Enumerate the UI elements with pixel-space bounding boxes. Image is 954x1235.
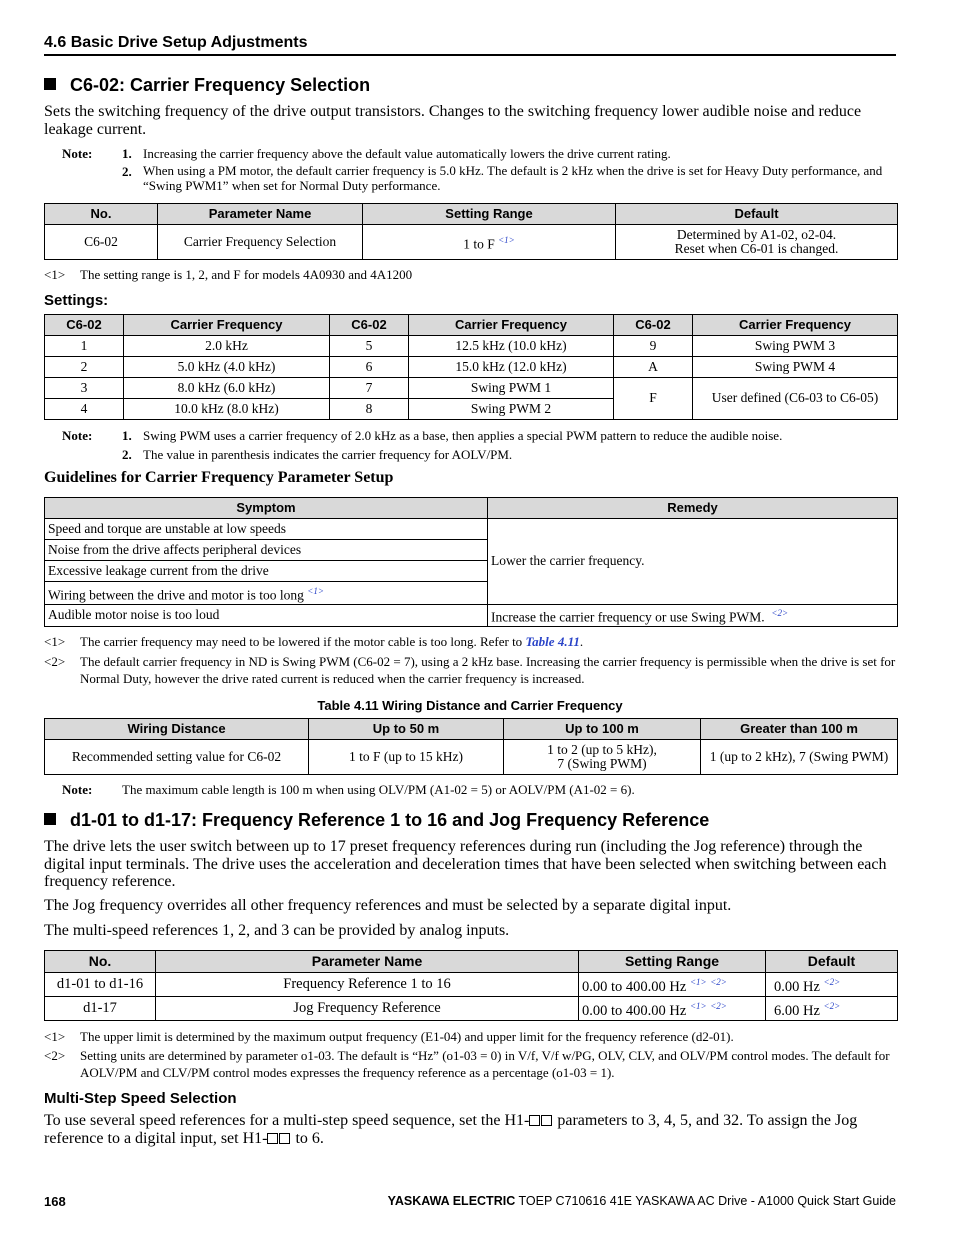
footnote-text-post: . [579,634,584,649]
footnote-ref[interactable]: <1> [307,585,324,596]
table-reference-link[interactable]: Table 4.11 [525,634,580,649]
footnote-key: <1> [44,1029,66,1044]
d1-param-table [44,950,898,1021]
footnote-key: <2> [44,654,66,669]
cell-50: 1 to F (up to 15 kHz) [309,740,504,775]
table-cell: 5 [330,336,409,357]
table-cell: User defined (C6-03 to C6-05) [693,378,898,420]
table-cell: Swing PWM 4 [693,357,898,378]
table-cell: A [614,357,693,378]
settings-col-code: C6-02 [614,315,693,336]
footnote-key: <1> [44,634,66,649]
note-num-2: 2. [122,164,132,179]
table-row [45,336,898,357]
table-cell: 4 [45,399,124,420]
footnote-text-pre: The carrier frequency may need to be lowered if the motor cable is too long. Refer to [80,634,526,649]
ms-text-1: To use several speed references for a multi-step speed sequence, set the H1- [44,1112,530,1129]
table-cell: 15.0 kHz (12.0 kHz) [409,357,614,378]
settings-col-code: C6-02 [45,315,124,336]
footnote-ref[interactable]: <1> [498,234,515,245]
footnote-ref[interactable]: <2> [823,976,841,987]
settings-note-1: Swing PWM uses a carrier frequency of 2.0 kHz as a base, then applies a special PWM pattern to reduce the audible noise. [143,428,783,443]
header-rule [44,54,896,56]
col-parameter-name: Parameter Name [158,204,363,225]
symptom-cell [45,582,488,605]
multistep-paragraph [44,1112,900,1147]
table-cell: 7 [330,378,409,399]
col-wiring-distance: Wiring Distance [45,719,309,740]
footnote-key: <2> [44,1048,66,1063]
range-text: 0.00 to 400.00 Hz [582,978,687,995]
footnote-ref[interactable]: <2> [710,976,727,987]
remedy-cell [488,605,898,627]
default-line-2: Reset when C6-01 is changed. [674,241,839,256]
default-line-1: Determined by A1-02, o2-04. [676,227,837,242]
cell-default [616,225,898,260]
col-no: No. [45,204,158,225]
settings-col-code: C6-02 [330,315,409,336]
col-default: Default [616,204,898,225]
footnote-ref[interactable]: <1> [689,1000,707,1011]
col-no: No. [45,951,156,973]
c602-title: C6-02: Carrier Frequency Selection [70,75,371,95]
symptom-cell: Audible motor noise is too loud [45,605,488,627]
wiring-note: The maximum cable length is 100 m when using OLV/PM (A1-02 = 5) or AOLV/PM (A1-02 = 6). [122,782,635,797]
range-text: 1 to F [463,236,495,251]
cell-gt100: 1 (up to 2 kHz), 7 (Swing PWM) [701,740,898,775]
cell-name: Carrier Frequency Selection [158,225,363,260]
symptom-cell: Noise from the drive affects peripheral devices [45,540,488,561]
footer-brand: YASKAWA ELECTRIC [387,1194,516,1208]
settings-note-2: The value in parenthesis indicates the carrier frequency for AOLV/PM. [143,447,513,462]
cell-no: d1-17 [45,997,156,1021]
guide-footnote-2 [44,653,900,687]
table-cell: 8 [330,399,409,420]
table-cell: 5.0 kHz (4.0 kHz) [124,357,330,378]
col-up-to-50: Up to 50 m [309,719,504,740]
range-text: 0.00 to 400.00 Hz [582,1002,687,1019]
remedy-cell: Lower the carrier frequency. [488,519,898,605]
table-cell: 2 [45,357,124,378]
symptom-cell: Excessive leakage current from the drive [45,561,488,582]
d1-title: d1-01 to d1-17: Frequency Reference 1 to 16 and Jog Frequency Reference [70,810,710,830]
col-setting-range: Setting Range [579,951,766,973]
col-default: Default [766,951,898,973]
placeholder-box-icon [279,1133,290,1144]
c602-intro: Sets the switching frequency of the drive output transistors. Changes to the switching frequency lower audible noise and reduce leakage current. [44,103,862,138]
table-cell: Swing PWM 2 [409,399,614,420]
c602-heading [44,75,370,96]
c602-param-table [44,203,898,260]
cell-default [766,997,898,1021]
note-label: Note: [62,782,93,797]
placeholder-box-icon [267,1133,278,1144]
table-cell: 9 [614,336,693,357]
footnote-text: The upper limit is determined by the maximum output frequency (E1-04) and upper limit for the frequency reference (d2-01). [80,1029,734,1044]
table-cell: 1 [45,336,124,357]
table-cell: F [614,378,693,420]
d1-paragraph-1: The drive lets the user switch between up to 17 preset frequency references during run (including the Jog reference) through the digital input terminals. The drive uses the acceleration and deceleration times that have been selected when switching between each frequency reference. [44,838,887,890]
footer-doc-title: TOEP C710616 41E YASKAWA AC Drive - A1000 Quick Start Guide [515,1194,896,1208]
placeholder-box-icon [529,1115,540,1126]
c602-footnote [44,266,900,283]
default-text: 0.00 Hz [774,978,820,995]
table-row [45,378,898,399]
footnote-ref[interactable]: <2> [823,1000,841,1011]
table-cell: 6 [330,357,409,378]
footnote-text: The default carrier frequency in ND is Swing PWM (C6-02 = 7), using a 2 kHz base. Increasing the carrier frequency is permissible when the drive is set for Normal Duty, however the drive rated current is reduced when the carrier frequency is increased. [80,654,896,686]
note-text-1: Increasing the carrier frequency above the default value automatically lowers the drive current rating. [143,146,671,161]
d1-footnote-1 [44,1028,900,1045]
remedy-text: Increase the carrier frequency or use Swing PWM. [491,609,765,625]
bullet-square-icon [44,813,56,825]
row-label: Recommended setting value for C6-02 [45,740,309,775]
col-parameter-name: Parameter Name [156,951,579,973]
settings-title: Settings: [44,292,109,309]
table-row [45,973,898,997]
table-row [45,997,898,1021]
d1-paragraph-2: The Jog frequency overrides all other frequency references and must be selected by a separate digital input. [44,897,732,914]
cell-range [579,997,766,1021]
ms-text-2: parameters to 3, 4, 5, and 32. To assign the Jog reference to a digital input, set H1- [44,1112,858,1147]
ms-text-3: to 6. [291,1129,324,1147]
cell-range [363,225,616,260]
bullet-square-icon [44,78,56,90]
col-remedy: Remedy [488,498,898,519]
section-header: 4.6 Basic Drive Setup Adjustments [44,34,308,51]
note-label: Note: [62,146,93,161]
note-num-1: 1. [122,428,132,443]
cell-no: d1-01 to d1-16 [45,973,156,997]
footnote-ref[interactable]: <1> [689,976,707,987]
page-number: 168 [44,1194,66,1209]
settings-col-freq: Carrier Frequency [409,315,614,336]
cell-100 [504,740,701,775]
multistep-title: Multi-Step Speed Selection [44,1090,237,1107]
note-num-1: 1. [122,146,132,161]
col-symptom: Symptom [45,498,488,519]
table-cell: 8.0 kHz (6.0 kHz) [124,378,330,399]
note-text-2: When using a PM motor, the default carrier frequency is 5.0 kHz. The default is 2 kHz when the drive is set for Heavy Duty performance, and “Swing PWM1” when set for Normal Duty performance. [143,163,883,193]
note-num-2: 2. [122,447,132,462]
cell-name: Jog Frequency Reference [156,997,579,1021]
footnote-text: The setting range is 1, 2, and F for models 4A0930 and 4A1200 [80,267,413,282]
wiring-table [44,718,898,775]
cell-default [766,973,898,997]
col-up-to-100: Up to 100 m [504,719,701,740]
settings-table [44,314,898,420]
settings-col-freq: Carrier Frequency [693,315,898,336]
d1-paragraph-3: The multi-speed references 1, 2, and 3 can be provided by analog inputs. [44,922,510,939]
table-row [45,357,898,378]
footnote-text [80,633,898,650]
settings-col-freq: Carrier Frequency [124,315,330,336]
guide-footnote-1 [44,633,900,650]
footer-doc [388,1194,896,1208]
table-cell: Swing PWM 3 [693,336,898,357]
table-cell: 3 [45,378,124,399]
table-cell: 10.0 kHz (8.0 kHz) [124,399,330,420]
table-cell: Swing PWM 1 [409,378,614,399]
col-greater-100: Greater than 100 m [701,719,898,740]
placeholder-box-icon [541,1115,552,1126]
cell-line-1: 1 to 2 (up to 5 kHz), [547,742,657,757]
table-caption: Table 4.11 Wiring Distance and Carrier Frequency [317,698,623,713]
table-cell: 12.5 kHz (10.0 kHz) [409,336,614,357]
symptom-text: Wiring between the drive and motor is too long [48,587,304,602]
guidelines-title: Guidelines for Carrier Frequency Parameter Setup [44,469,394,486]
footnote-ref[interactable]: <2> [771,608,789,618]
guidelines-table [44,497,898,627]
d1-heading [44,810,709,831]
footnote-key: <1> [44,267,66,282]
note-label: Note: [62,428,93,443]
table-cell: 2.0 kHz [124,336,330,357]
cell-line-2: 7 (Swing PWM) [557,756,647,771]
symptom-cell: Speed and torque are unstable at low speeds [45,519,488,540]
cell-range [579,973,766,997]
cell-no: C6-02 [45,225,158,260]
col-setting-range: Setting Range [363,204,616,225]
cell-name: Frequency Reference 1 to 16 [156,973,579,997]
default-text: 6.00 Hz [774,1002,820,1019]
footnote-text: Setting units are determined by parameter o1-03. The default is “Hz” (o1-03 = 0) in V/f, V/f w/PG, OLV, CLV, and OLV/PM control modes. The default for AOLV/PM and CLV/PM control modes expresses the frequency reference as a percentage (o1-03 = 1). [80,1048,890,1080]
footnote-ref[interactable]: <2> [710,1000,727,1011]
d1-footnote-2 [44,1047,900,1081]
